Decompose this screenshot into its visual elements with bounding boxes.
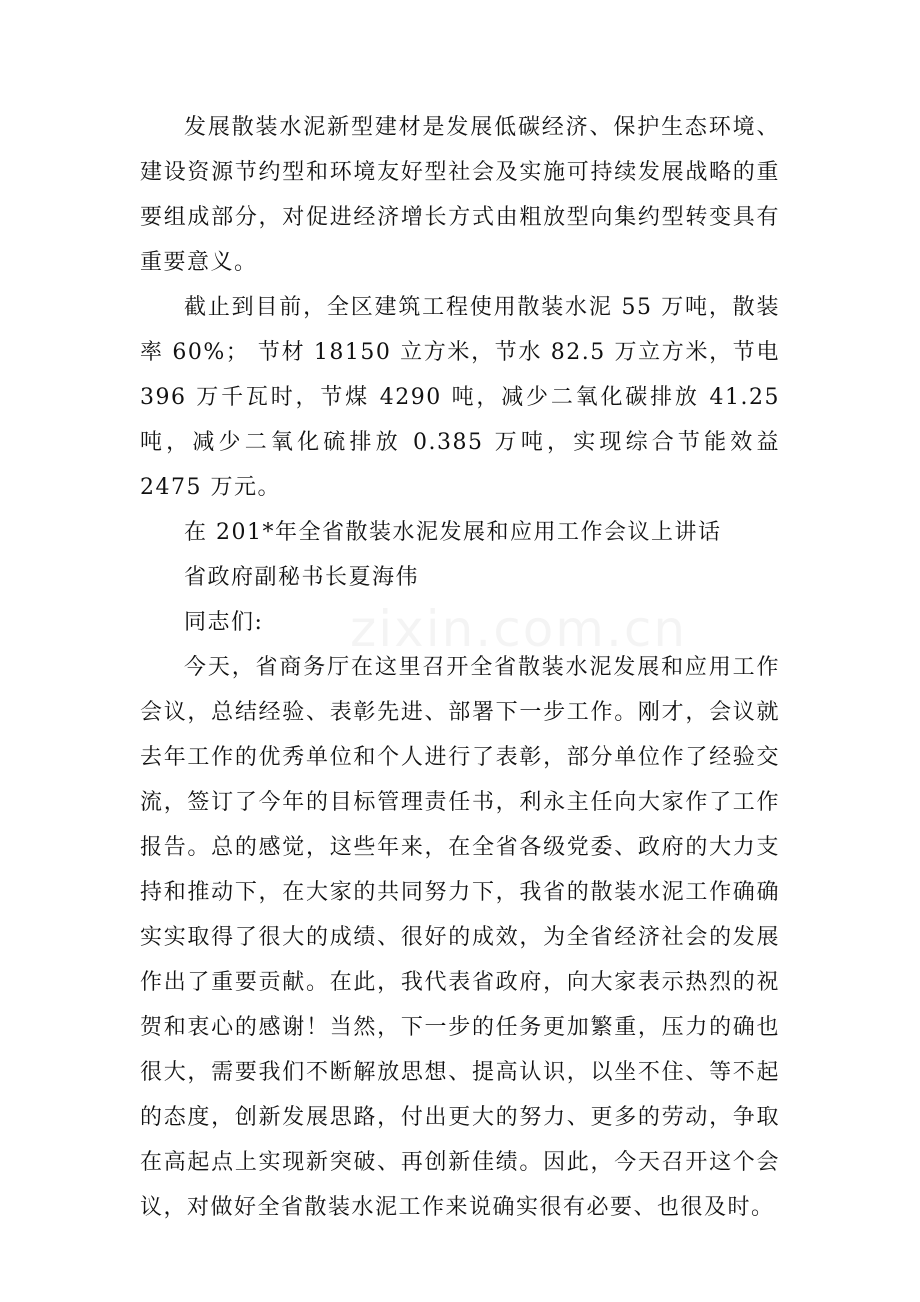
paragraph-speech-body: 今天，省商务厅在这里召开全省散装水泥发展和应用工作会议，总结经验、表彰先进、部署下一步工作。刚才，会议就去年工作的优秀单位和个人进行了表彰，部分单位作了经验交流，签订了今年的目标管理责任书，利永主任向大家作了工作报告。总的感觉，这些年来，在全省各级党委、政府的大力支持和推动下，在大家的共同努力下，我省的散装水泥工作确确实实取得了很大的成绩、很好的成效，为全省经济社会的发展作出了重要贡献。在此，我代表省政府，向大家表示热烈的祝贺和衷心的感谢！当然，下一步的任务更加繁重，压力的确也很大，需要我们不断解放思想、提高认识，以坐不住、等不起的态度，创新发展思路，付出更大的努力、更多的劳动，争取在高起点上实现新突破、再创新佳绩。因此，今天召开这个会议，对做好全省散装水泥工作来说确实很有必要、也很及时。 bbox=[140, 655, 780, 1220]
speaker-name: 省政府副秘书长夏海伟 bbox=[184, 565, 420, 590]
paragraph-intro: 发展散装水泥新型建材是发展低碳经济、保护生态环境、建设资源节约型和环境友好型社会及实施可持续发展战略的重要组成部分，对促进经济增长方式由粗放型向集约型转变具有重要意义。 bbox=[140, 115, 780, 275]
paragraph-statistics: 截止到目前，全区建筑工程使用散装水泥 55 万吨，散装率 60%； 节材 18150 立方米，节水 82.5 万立方米，节电 396 万千瓦时，节煤 4290 吨，减少二氧化碳排放 41.25 吨，减少二氧化硫排放 0.385 万吨，实现综合节能效益 2475 万元。 bbox=[140, 295, 780, 500]
document-body bbox=[140, 105, 780, 1230]
speech-title: 在 201*年全省散装水泥发展和应用工作会议上讲话 bbox=[184, 520, 722, 545]
salutation: 同志们: bbox=[184, 610, 264, 635]
